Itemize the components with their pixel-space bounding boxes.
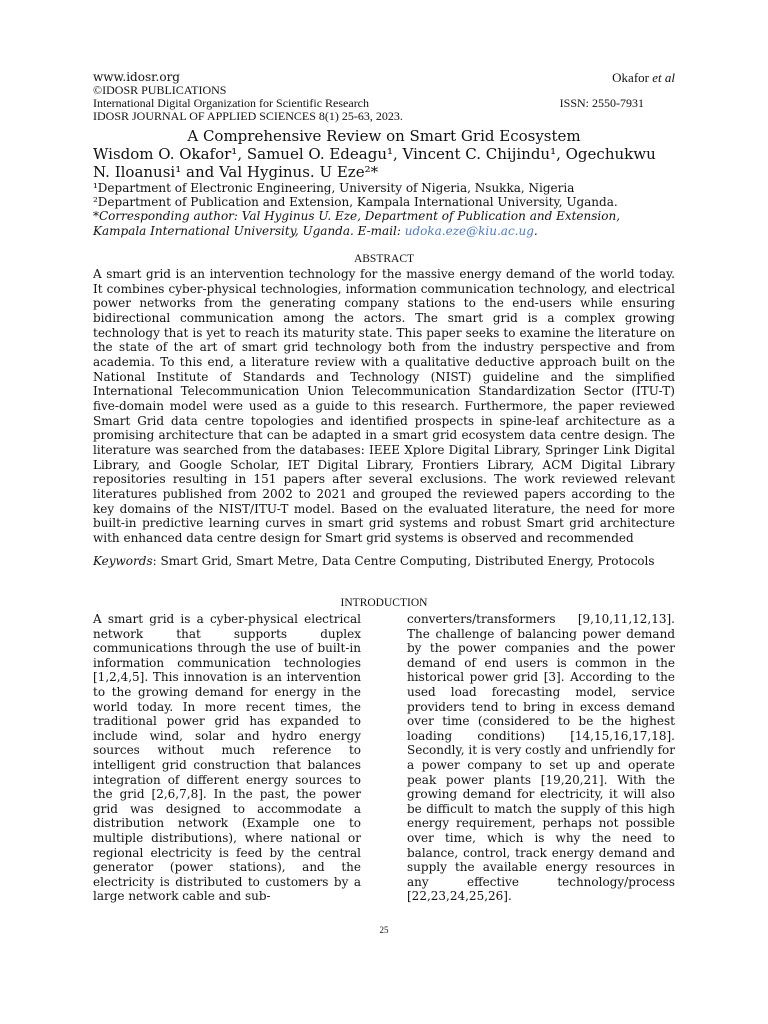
affiliation-2: ²Department of Publication and Extension, Kampala International University, Uganda. <box>93 195 618 209</box>
issn: ISSN: 2550-7931 <box>559 96 644 110</box>
paper-title: A Comprehensive Review on Smart Grid Ecosystem <box>187 127 581 145</box>
abstract-heading: ABSTRACT <box>353 253 415 265</box>
publisher-line: ©IDOSR PUBLICATIONS <box>93 83 227 97</box>
organization-name: International Digital Organization for Scientific Research <box>93 96 370 110</box>
page-number: 25 <box>379 925 389 935</box>
website-link[interactable]: www.idosr.org <box>93 70 180 84</box>
author-list: Wisdom O. Okafor¹, Samuel O. Edeagu¹, Vincent C. Chijindu¹, Ogechukwu N. Iloanusi¹ and Val Hyginus. U Eze²* <box>93 145 656 181</box>
journal-citation: IDOSR JOURNAL OF APPLIED SCIENCES 8(1) 25-63, 2023. <box>93 109 403 123</box>
running-head: Okafor et al <box>612 70 675 85</box>
email-link[interactable]: udoka.eze@kiu.ac.ug <box>404 224 534 238</box>
affiliation-1: ¹Department of Electronic Engineering, University of Nigeria, Nsukka, Nigeria <box>93 181 575 195</box>
keywords-line <box>93 554 675 569</box>
introduction-heading: INTRODUCTION <box>340 597 428 609</box>
abstract-body: A smart grid is an intervention technology for the massive energy demand of the world today. It combines cyber-physical technologies, information communication technology, and electrical power networks from the generating company stations to the end-users while ensuring bidirectional communication among the actors. The smart grid is a complex growing technology that is yet to reach its maturity state. This paper seeks to examine the literature on the state of the art of smart grid technology both from the industry perspective and from academia. To this end, a literature review with a qualitative deductive approach built on the National Institute of Standards and Technology (NIST) guideline and the simplified International Telecommunication Union Telecommunication Standardization Sector (ITU-T) five-domain model were used as a guide to this research. Furthermore, the paper reviewed Smart Grid data centre topologies and identified prospects in spine-leaf architecture as a promising architecture that can be adapted in a smart grid ecosystem data centre design. The literature was searched from the databases: IEEE Xplore Digital Library, Springer Link Digital Library, and Google Scholar, IET Digital Library, Frontiers Library, ACM Digital Library repositories resulting in 151 papers after several exclusions. The work reviewed relevant literatures published from 2002 to 2021 and grouped the reviewed papers according to the key domains of the NIST/ITU-T model. Based on the evaluated literature, the need for more built-in predictive learning curves in smart grid systems and robust Smart grid architecture with enhanced data centre design for Smart grid systems is observed and recommended <box>93 267 675 545</box>
page-header <box>93 71 675 123</box>
intro-left-column: A smart grid is a cyber-physical electrical network that supports duplex communications through the use of built-in information communication technologies [1,2,4,5]. This innovation is an intervention to the growing demand for energy in the world today. In more recent times, the traditional power grid has expanded to include wind, solar and hydro energy sources without much reference to intelligent grid construction that balances integration of different energy sources to the grid [2,6,7,8]. In the past, the power grid was designed to accommodate a distribution network (Example one to multiple distributions), where national or regional electricity is feed by the central generator (power stations), and the electricity is distributed to customers by a large network cable and sub- <box>93 612 361 904</box>
keywords-list: : Smart Grid, Smart Metre, Data Centre Computing, Distributed Energy, Protocols <box>152 554 655 568</box>
keywords-label: Keywords <box>93 554 153 568</box>
intro-right-column: converters/transformers [9,10,11,12,13]. The challenge of balancing power demand by the power companies and the power demand of end users is common in the historical power grid [3]. According to the used load forecasting model, service providers tend to bring in excess demand over time (considered to be the highest loading conditions) [14,15,16,17,18]. Secondly, it is very costly and unfriendly for a power company to set up and operate peak power plants [19,20,21]. With the growing demand for electricity, it will also be difficult to match the supply of this high energy requirement, perhaps not possible over time, which is why the need to balance, control, track energy demand and supply the available energy resources in any effective technology/process [22,23,24,25,26]. <box>407 612 675 904</box>
corresponding-author: *Corresponding author: Val Hyginus U. Eze, Department of Publication and Extension, Kampala International University, Uganda. E-mail: udoka.eze@kiu.ac.ug. <box>93 209 621 238</box>
